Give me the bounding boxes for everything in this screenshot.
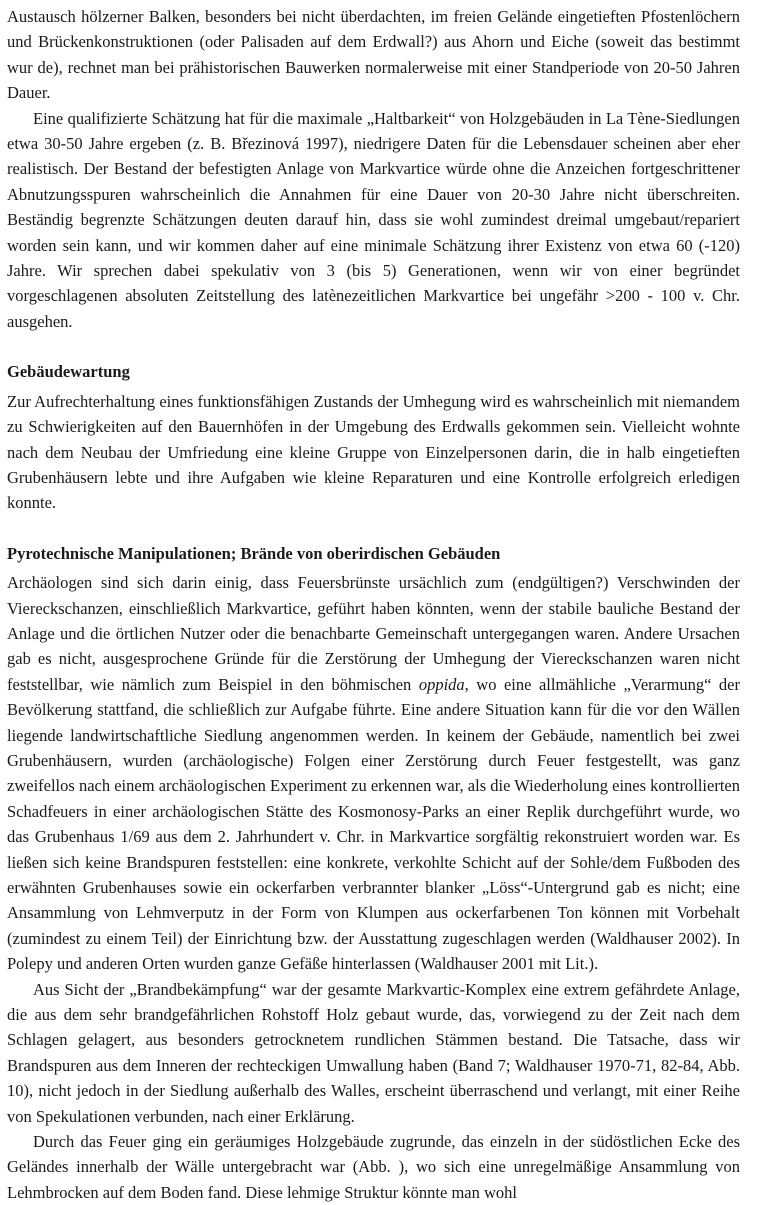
paragraph-feuersbruenste [7, 570, 740, 977]
italic-term-oppida: oppida [418, 674, 465, 694]
paragraph-haltbarkeit: Eine qualifizierte Schätzung hat für die maximale „Haltbarkeit“ von Holzgebäuden in La Tène-Siedlungen etwa 30-50 Jahre ergeben (z. B. Březinová 1997), niedrigere Daten für die Lebensdauer scheinen aber eher realistisch. Der Bestand der befestigten Anlage von Markvartice würde ohne die Anzeichen fortgeschrittener Abnutzungsspuren wahrscheinlich die Annahmen für eine Dauer von 20-30 Jahre nicht überschreiten. Beständig begrenzte Schätzungen deuten darauf hin, dass sie wohl zumindest dreimal umgebaut/repariert worden sein kann, und wir kommen daher auf eine minimale Schätzung ihrer Existenz von etwa 60 (-120) Jahre. Wir sprechen dabei spekulativ von 3 (bis 5) Generationen, wenn wir von einer begründet vorgeschlagenen absoluten Zeitstellung des latènezeitlichen Markvartice bei ungefähr >200 - 100 v. Chr. ausgehen. [7, 108, 740, 331]
paragraph-text-part: , wo eine allmähliche „Verarmung“ der Bevölkerung stattfand, die schließlich zur Aufgabe führte. Eine andere Situation kann für die vor den Wällen liegende landwirtschaftliche Siedlung angenommen werden. In keinem der Gebäude, namentlich bei zwei Grubenhäusern, wurden (archäologische) Folgen einer Zerstörung durch Feuer festgestellt, was ganz zweifellos nach einem archäologischen Experiment zu erkennen war, als die Wiederholung eines kontrollierten Schadfeuers in einer archäologischen Stätte des Kosmonosy-Parks an einer Replik durchgeführt wurde, wo das Grubenhaus 1/69 aus dem 2. Jahrhundert v. Chr. in Markvartice sorgfältig rekonstruiert worden war. Es ließen sich keine Brandspuren feststellen: eine konkrete, verkohlte Schicht auf der Sohle/dem Fußboden des erwähnten Grubenhauses sowie ein ockerfarben verbrannter blanker „Löss“-Untergrund gab es nicht; eine Ansammlung von Lehmverputz in der Form von Klumpen aus ockerfarbenen Ton können mit Vorbehalt (zumindest zu einem Teil) der Einrichtung bzw. der Ausstattung zugeschlagen werden (Waldhauser 2002). In Polepy und anderen Orten wurden ganze Gefäße hinterlassen (Waldhauser 2001 mit Lit.). [7, 674, 740, 974]
heading-pyrotechnische: Pyrotechnische Manipulationen; Brände von oberirdischen Gebäuden [7, 543, 501, 563]
section-gap [7, 516, 740, 541]
paragraph-brandbekaempfung: Aus Sicht der „Brandbekämpfung“ war der gesamte Markvartic-Komplex eine extrem gefährdete Anlage, die aus dem sehr brandgefährlichen Rohstoff Holz gebaut wurde, das, vorwiegend zu der Zeit nach dem Schlagen gelagert, aus besonders getrocknetem rundlichen Stämmen bestand. Die Tatsache, dass wir Brandspuren aus dem Inneren der rechteckigen Umwallung haben (Band 7; Waldhauser 1970-71, 82-84, Abb. 10), nicht jedoch in der Siedlung außerhalb des Walles, erscheint überraschend und verlangt, mit einer Reihe von Spekulationen verbunden, nach einer Erklärung. [7, 979, 740, 1126]
paragraph-wartung: Zur Aufrechterhaltung eines funktionsfähigen Zustands der Umhegung wird es wahrscheinlich mit niemandem zu Schwierigkeiten auf den Bauernhöfen in der Umgebung des Erdwalls gekommen sein. Vielleicht wohnte nach dem Neubau der Umfriedung eine kleine Gruppe von Einzelpersonen darin, die in halb eingetieften Grubenhäusern lebte und ihre Aufgaben wie kleine Reparaturen und eine Kontrolle erfolgreich erledigen konnte. [7, 391, 740, 513]
paragraph-holzgebaeude: Durch das Feuer ging ein geräumiges Holzgebäude zugrunde, das einzeln in der südöstlichen Ecke des Geländes innerhalb der Wälle untergebracht war (Abb. ), wo sich eine unregelmäßige Ansammlung von Lehmbrocken auf dem Boden fand. Diese lehmige Struktur könnte man wohl [7, 1132, 740, 1202]
paragraph-text-part: Archäologen sind sich darin einig, dass Feuersbrünste ursächlich zum (endgültigen?) Verschwinden der Viereckschanzen, einschließlich Markvartice, geführt haben könnten, wenn der stabile bauliche Bestand der Anlage und die örtlichen Nutzer oder die benachbarte Gemeinschaft untergegangen waren. Andere Ursachen gab es nicht, ausgesprochene Gründe für die Zerstörung der Umhegung der Viereckschanzen waren nicht feststellbar, wie nämlich zum Beispiel in den böhmischen [7, 573, 740, 694]
paragraph-intro: Austausch hölzerner Balken, besonders bei nicht überdachten, im freien Gelände eingetieften Pfostenlöchern und Brückenkonstruktionen (oder Palisaden auf dem Erdwall?) aus Ahorn und Eiche (soweit das bestimmt wur de), rechnet man bei prähistorischen Bauwerken normalerweise mit einer Standperiode von 20-50 Jahren Dauer. [7, 7, 740, 103]
heading-gebaeudewartung: Gebäudewartung [7, 362, 130, 382]
section-gap [7, 334, 740, 359]
